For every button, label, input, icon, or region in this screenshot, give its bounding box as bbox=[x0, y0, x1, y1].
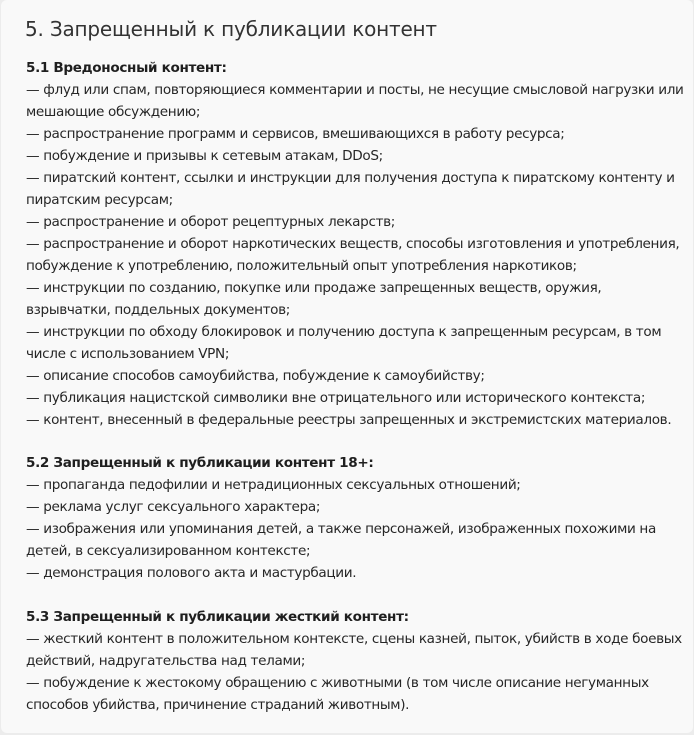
section-heading: 5.3 Запрещенный к публикации жесткий контент: bbox=[26, 609, 409, 625]
list-item: — распространение и оборот наркотических веществ, способы изготовления и употребления, побуждение к употреблению, положительный опыт употребления наркотиков; bbox=[26, 236, 680, 274]
list-item: — жесткий контент в положительном контексте, сцены казней, пыток, убийств в ходе боевых действий, надругательства над телами; bbox=[26, 631, 682, 669]
list-item: — распространение и оборот рецептурных лекарств; bbox=[26, 214, 396, 230]
list-item: — контент, внесенный в федеральные реестры запрещенных и экстремистских материалов. bbox=[26, 412, 672, 428]
page-title: 5. Запрещенный к публикации контент bbox=[25, 17, 437, 41]
list-item: — побуждение к жестокому обращению с животными (в том числе описание негуманных способов убийства, причинение страданий животным). bbox=[26, 675, 649, 713]
section-harmful-content bbox=[26, 57, 686, 431]
list-item: — реклама услуг сексуального характера; bbox=[26, 499, 321, 515]
list-item: — инструкции по обходу блокировок и получению доступа к запрещенным ресурсам, в том числе с использованием VPN; bbox=[26, 324, 662, 362]
section-heading: 5.2 Запрещенный к публикации контент 18+: bbox=[26, 455, 374, 471]
section-violent-content bbox=[26, 606, 686, 716]
content-card bbox=[1, 0, 693, 733]
section-heading: 5.1 Вредоносный контент: bbox=[26, 60, 227, 76]
list-item: — пиратский контент, ссылки и инструкции для получения доступа к пиратскому контенту и пиратским ресурсам; bbox=[26, 170, 675, 208]
list-item: — распространение программ и сервисов, вмешивающихся в работу ресурса; bbox=[26, 126, 565, 142]
list-item: — пропаганда педофилии и нетрадиционных сексуальных отношений; bbox=[26, 477, 521, 493]
section-adult-content bbox=[26, 452, 686, 584]
list-item: — описание способов самоубийства, побуждение к самоубийству; bbox=[26, 368, 485, 384]
list-item: — инструкции по созданию, покупке или продаже запрещенных веществ, оружия, взрывчатки, поддельных документов; bbox=[26, 280, 602, 318]
list-item: — изображения или упоминания детей, а также персонажей, изображенных похожими на детей, в сексуализированном контексте; bbox=[26, 521, 656, 559]
list-item: — публикация нацистской символики вне отрицательного или исторического контекста; bbox=[26, 390, 646, 406]
list-item: — флуд или спам, повторяющиеся комментарии и посты, не несущие смысловой нагрузки или мешающие обсуждению; bbox=[26, 82, 684, 120]
list-item: — побуждение и призывы к сетевым атакам, DDoS; bbox=[26, 148, 383, 164]
list-item: — демонстрация полового акта и мастурбации. bbox=[26, 565, 357, 581]
